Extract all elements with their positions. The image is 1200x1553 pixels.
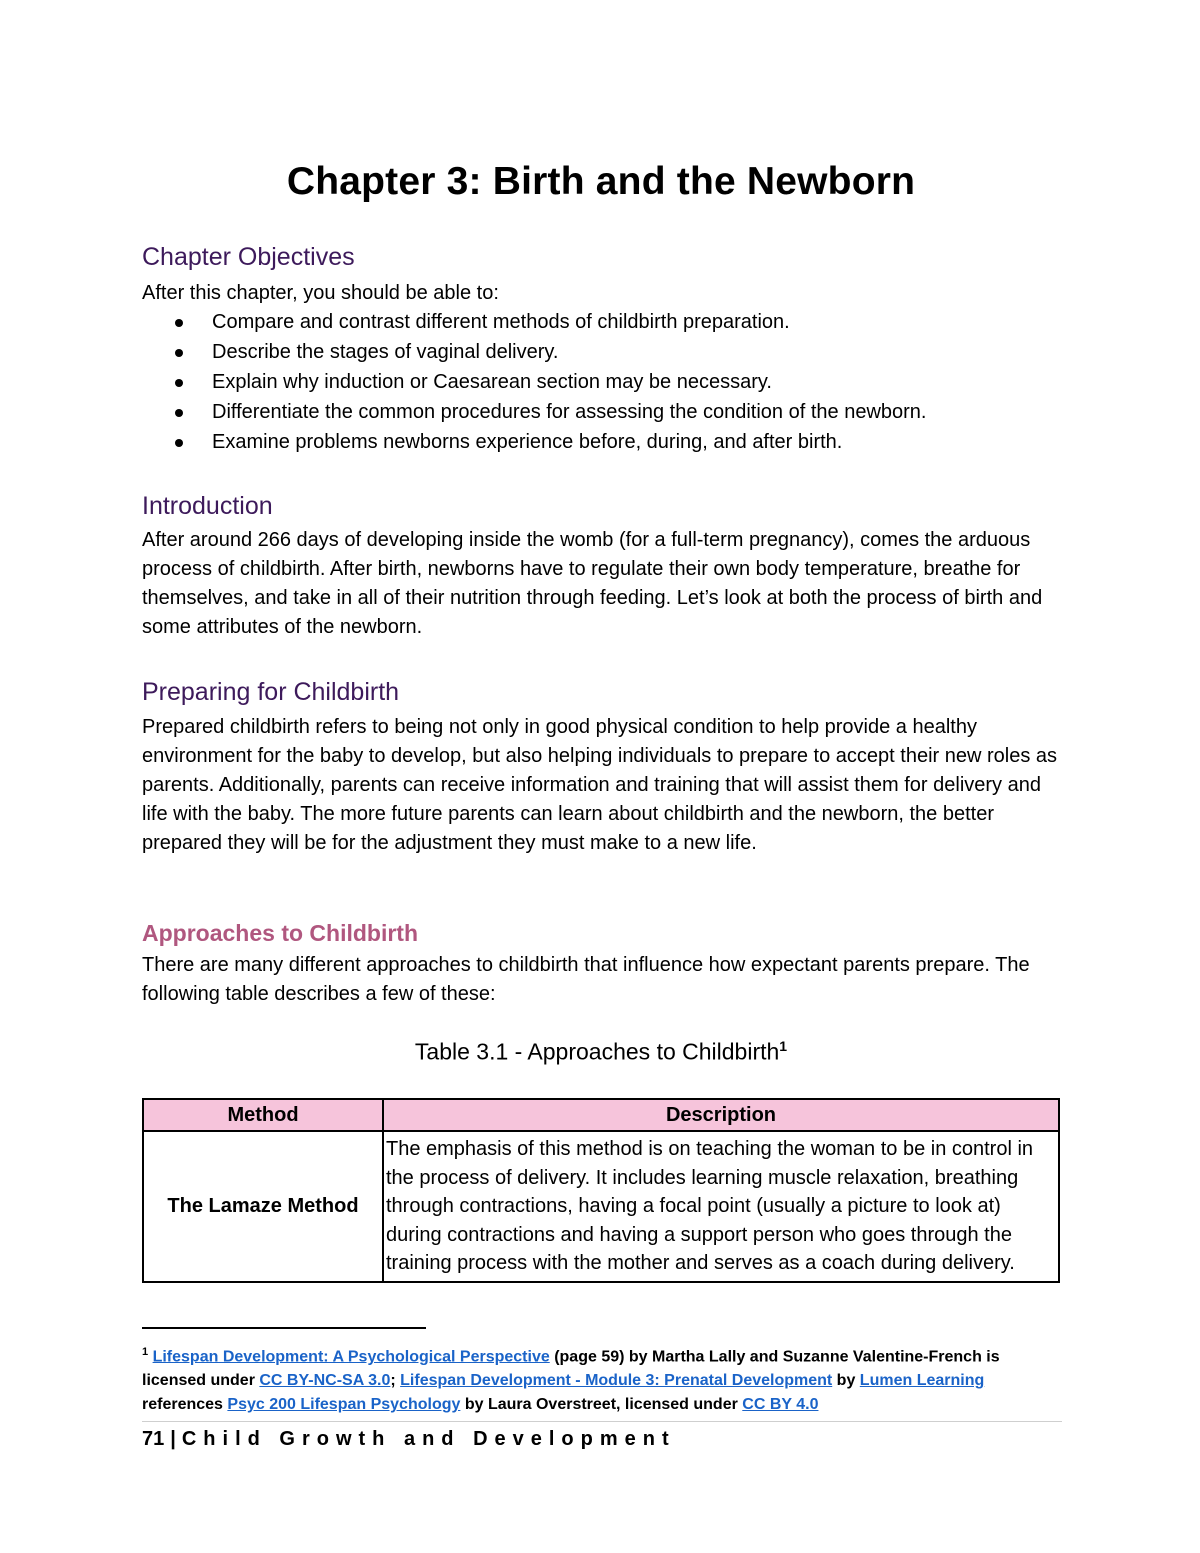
introduction-heading: Introduction [142, 492, 273, 520]
running-title: Child Growth and Development [181, 1428, 676, 1450]
objectives-list [142, 307, 926, 457]
footnote-link-cc-by-nc-sa[interactable]: CC BY-NC-SA 3.0 [259, 1372, 391, 1390]
footnote-divider [142, 1327, 426, 1329]
footnote-reference: 1 [779, 1038, 788, 1054]
approaches-table [142, 1098, 1060, 1283]
bullet-icon [175, 379, 183, 387]
list-item: Examine problems newborns experience before, during, and after birth. [142, 427, 926, 457]
objectives-intro: After this chapter, you should be able to: [142, 282, 499, 304]
bullet-icon [175, 319, 183, 327]
table-header-row [143, 1099, 1059, 1131]
bullet-icon [175, 349, 183, 357]
list-item: Compare and contrast different methods of childbirth preparation. [142, 307, 926, 337]
footer-divider [142, 1421, 1062, 1422]
list-item: Explain why induction or Caesarean section may be necessary. [142, 367, 926, 397]
table-caption: Table 3.1 - Approaches to Childbirth$^1$ [414, 1038, 788, 1065]
footnote-link-psyc-200[interactable]: Psyc 200 Lifespan Psychology [227, 1396, 461, 1414]
footnote-link-module-3[interactable]: Lifespan Development - Module 3: Prenatal Development [400, 1372, 833, 1390]
footnote-link-lifespan-development[interactable]: Lifespan Development: A Psychological Perspective [152, 1348, 550, 1366]
page-footer [142, 1428, 676, 1451]
preparing-heading: Preparing for Childbirth [142, 678, 400, 706]
footnote: $^1$ Lifespan Development: A Psychological Perspective (page 59) by Martha Lally and Suzanne Valentine-French is licensed under CC BY-NC-SA 3.0; Lifespan Development - Module 3: Prenatal Development by Lumen Learning references Psyc 200 Lifespan Psychology by Laura Overstreet, licensed under CC BY 4.0 [142, 1346, 1000, 1414]
footnote-number: 1 [142, 1346, 149, 1358]
approaches-heading: Approaches to Childbirth [142, 920, 418, 946]
description-cell: The emphasis of this method is on teaching the woman to be in control in the process of delivery. It includes learning muscle relaxation, breathing through contractions, having a focal point (usually a picture to look at) during contractions and having a support person who goes through the training process with the mother and serves as a coach during delivery. [383, 1131, 1059, 1282]
approaches-text: There are many different approaches to childbirth that influence how expectant parents prepare. The following table describes a few of these: [142, 954, 1030, 1005]
table-row [143, 1131, 1059, 1282]
footnote-link-lumen-learning[interactable]: Lumen Learning [859, 1372, 985, 1390]
bullet-icon [175, 409, 183, 417]
preparing-text: Prepared childbirth refers to being not only in good physical condition to help provide a healthy environment for the baby to develop, but also helping individuals to prepare to accept their new roles as parents. Additionally, parents can receive information and training that will assist them for delivery and life with the baby. The more future parents can learn about childbirth and the newborn, the better prepared they will be for the adjustment they must make to a new life. [142, 716, 1057, 854]
list-item: Describe the stages of vaginal delivery. [142, 337, 926, 367]
footnote-link-cc-by[interactable]: CC BY 4.0 [742, 1396, 819, 1414]
column-header-description: Description [383, 1099, 1059, 1131]
method-cell: The Lamaze Method [143, 1131, 383, 1282]
chapter-title: Chapter 3: Birth and the Newborn [286, 160, 916, 203]
bullet-icon [175, 439, 183, 447]
objectives-heading: Chapter Objectives [142, 243, 355, 271]
column-header-method: Method [143, 1099, 383, 1131]
footer-separator: | [170, 1428, 176, 1450]
list-item: Differentiate the common procedures for assessing the condition of the newborn. [142, 397, 926, 427]
introduction-text: After around 266 days of developing inside the womb (for a full-term pregnancy), comes the arduous process of childbirth. After birth, newborns have to regulate their own body temperature, breathe for themselves, and take in all of their nutrition through feeding. Let’s look at both the process of birth and some attributes of the newborn. [142, 529, 1043, 638]
page-number: 71 [142, 1428, 165, 1450]
